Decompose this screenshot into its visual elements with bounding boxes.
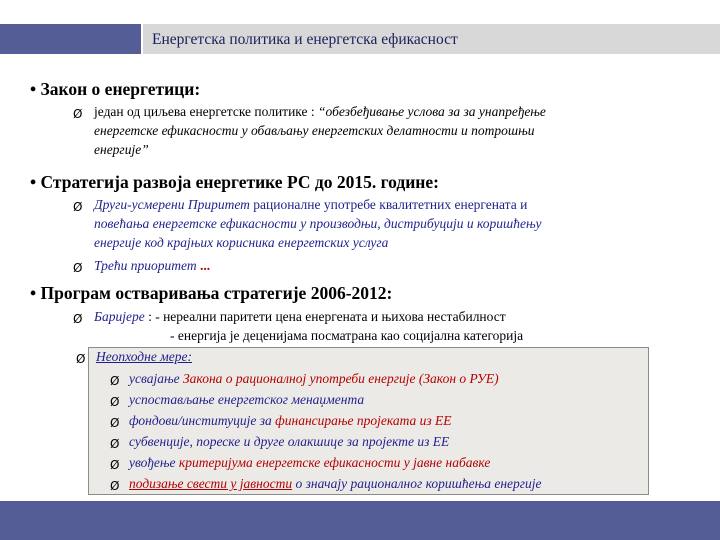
measures-label: Неопходне мере: xyxy=(96,349,193,364)
arrow-bullet-icon: Ø xyxy=(76,352,86,366)
barriers-label: Баријере xyxy=(94,309,145,324)
measure-item-highlight: подизање свести у јавности xyxy=(129,476,293,491)
measure-item-text: о значају рационалног коришћења енергије xyxy=(292,476,542,491)
measure-item-highlight: Закона о рационалној употреби енергије (Закон о РУЕ) xyxy=(182,371,499,386)
strategy-second-text-1: рационалне употребе квалитетних енергената и xyxy=(253,197,528,212)
law-goal-quote-3: енергије” xyxy=(94,142,149,157)
arrow-bullet-icon: Ø xyxy=(110,479,120,493)
strategy-third-ellipsis: ... xyxy=(199,258,211,273)
slide-title: Енергетска политика и енергетска ефикасност xyxy=(152,31,458,48)
header-accent-bar xyxy=(0,24,141,54)
arrow-bullet-icon: Ø xyxy=(73,312,83,326)
arrow-bullet-icon: Ø xyxy=(110,374,120,388)
measure-item-text: субвенције, пореске и друге олакшице за пројекте из ЕЕ xyxy=(129,434,450,449)
arrow-bullet-icon: Ø xyxy=(110,458,120,472)
barriers-text-1: : - нереални паритети цена енергената и њихова нестабилност xyxy=(144,309,506,324)
measure-item xyxy=(129,413,452,429)
strategy-second-line-1 xyxy=(94,197,527,213)
measure-item xyxy=(129,434,449,450)
measure-item-text: успостављање енергетског менаџмента xyxy=(129,392,365,407)
arrow-bullet-icon: Ø xyxy=(110,416,120,430)
strategy-second-label: Други-усмерени Приритет xyxy=(94,197,254,212)
strategy-second-text-3: енергије код крајњих корисника енергетских услуга xyxy=(94,235,389,250)
arrow-bullet-icon: Ø xyxy=(73,107,83,121)
measure-item-highlight: финансирање пројеката из ЕЕ xyxy=(275,413,452,428)
arrow-bullet-icon: Ø xyxy=(110,395,120,409)
measure-item xyxy=(129,392,364,408)
section-heading-strategy: • Стратегија развоја енергетике РС до 2015. године: xyxy=(30,172,439,192)
law-goal-line-1 xyxy=(94,104,546,120)
measure-item xyxy=(129,371,499,387)
measure-item-text: фондови/институције за xyxy=(129,413,276,428)
section-heading-law: • Закон о енергетици: xyxy=(30,79,201,99)
section-heading-program: • Програм остваривања стратегије 2006-2012: xyxy=(30,283,393,303)
measure-item-text: увођење xyxy=(129,455,179,470)
arrow-bullet-icon: Ø xyxy=(73,200,83,214)
measure-item xyxy=(129,455,490,471)
strategy-third-label: Трећи приоритет xyxy=(94,258,200,273)
law-goal-quote-1: “обезбеђивање услова за за унапређење xyxy=(318,104,546,119)
measure-item xyxy=(129,476,542,492)
measure-item-highlight: критеријума енергетске ефикасности у јавне набавке xyxy=(178,455,491,470)
law-goal-quote-2: енергетске ефикасности у обављању енергетских делатности и потрошњи xyxy=(94,123,535,138)
footer-bar xyxy=(0,501,720,540)
strategy-second-text-2: повећања енергетске ефикасности у производњи, дистрибуцији и коришћењу xyxy=(94,216,542,231)
strategy-third-line xyxy=(94,258,210,274)
arrow-bullet-icon: Ø xyxy=(73,261,83,275)
barriers-text-2: - енергија је деценијама посматрана као социјална категорија xyxy=(170,328,524,343)
barriers-line-1 xyxy=(94,309,506,325)
measure-item-text: усвајање xyxy=(129,371,183,386)
law-goal-prefix: један од циљева енергетске политике : xyxy=(94,104,319,119)
arrow-bullet-icon: Ø xyxy=(110,437,120,451)
